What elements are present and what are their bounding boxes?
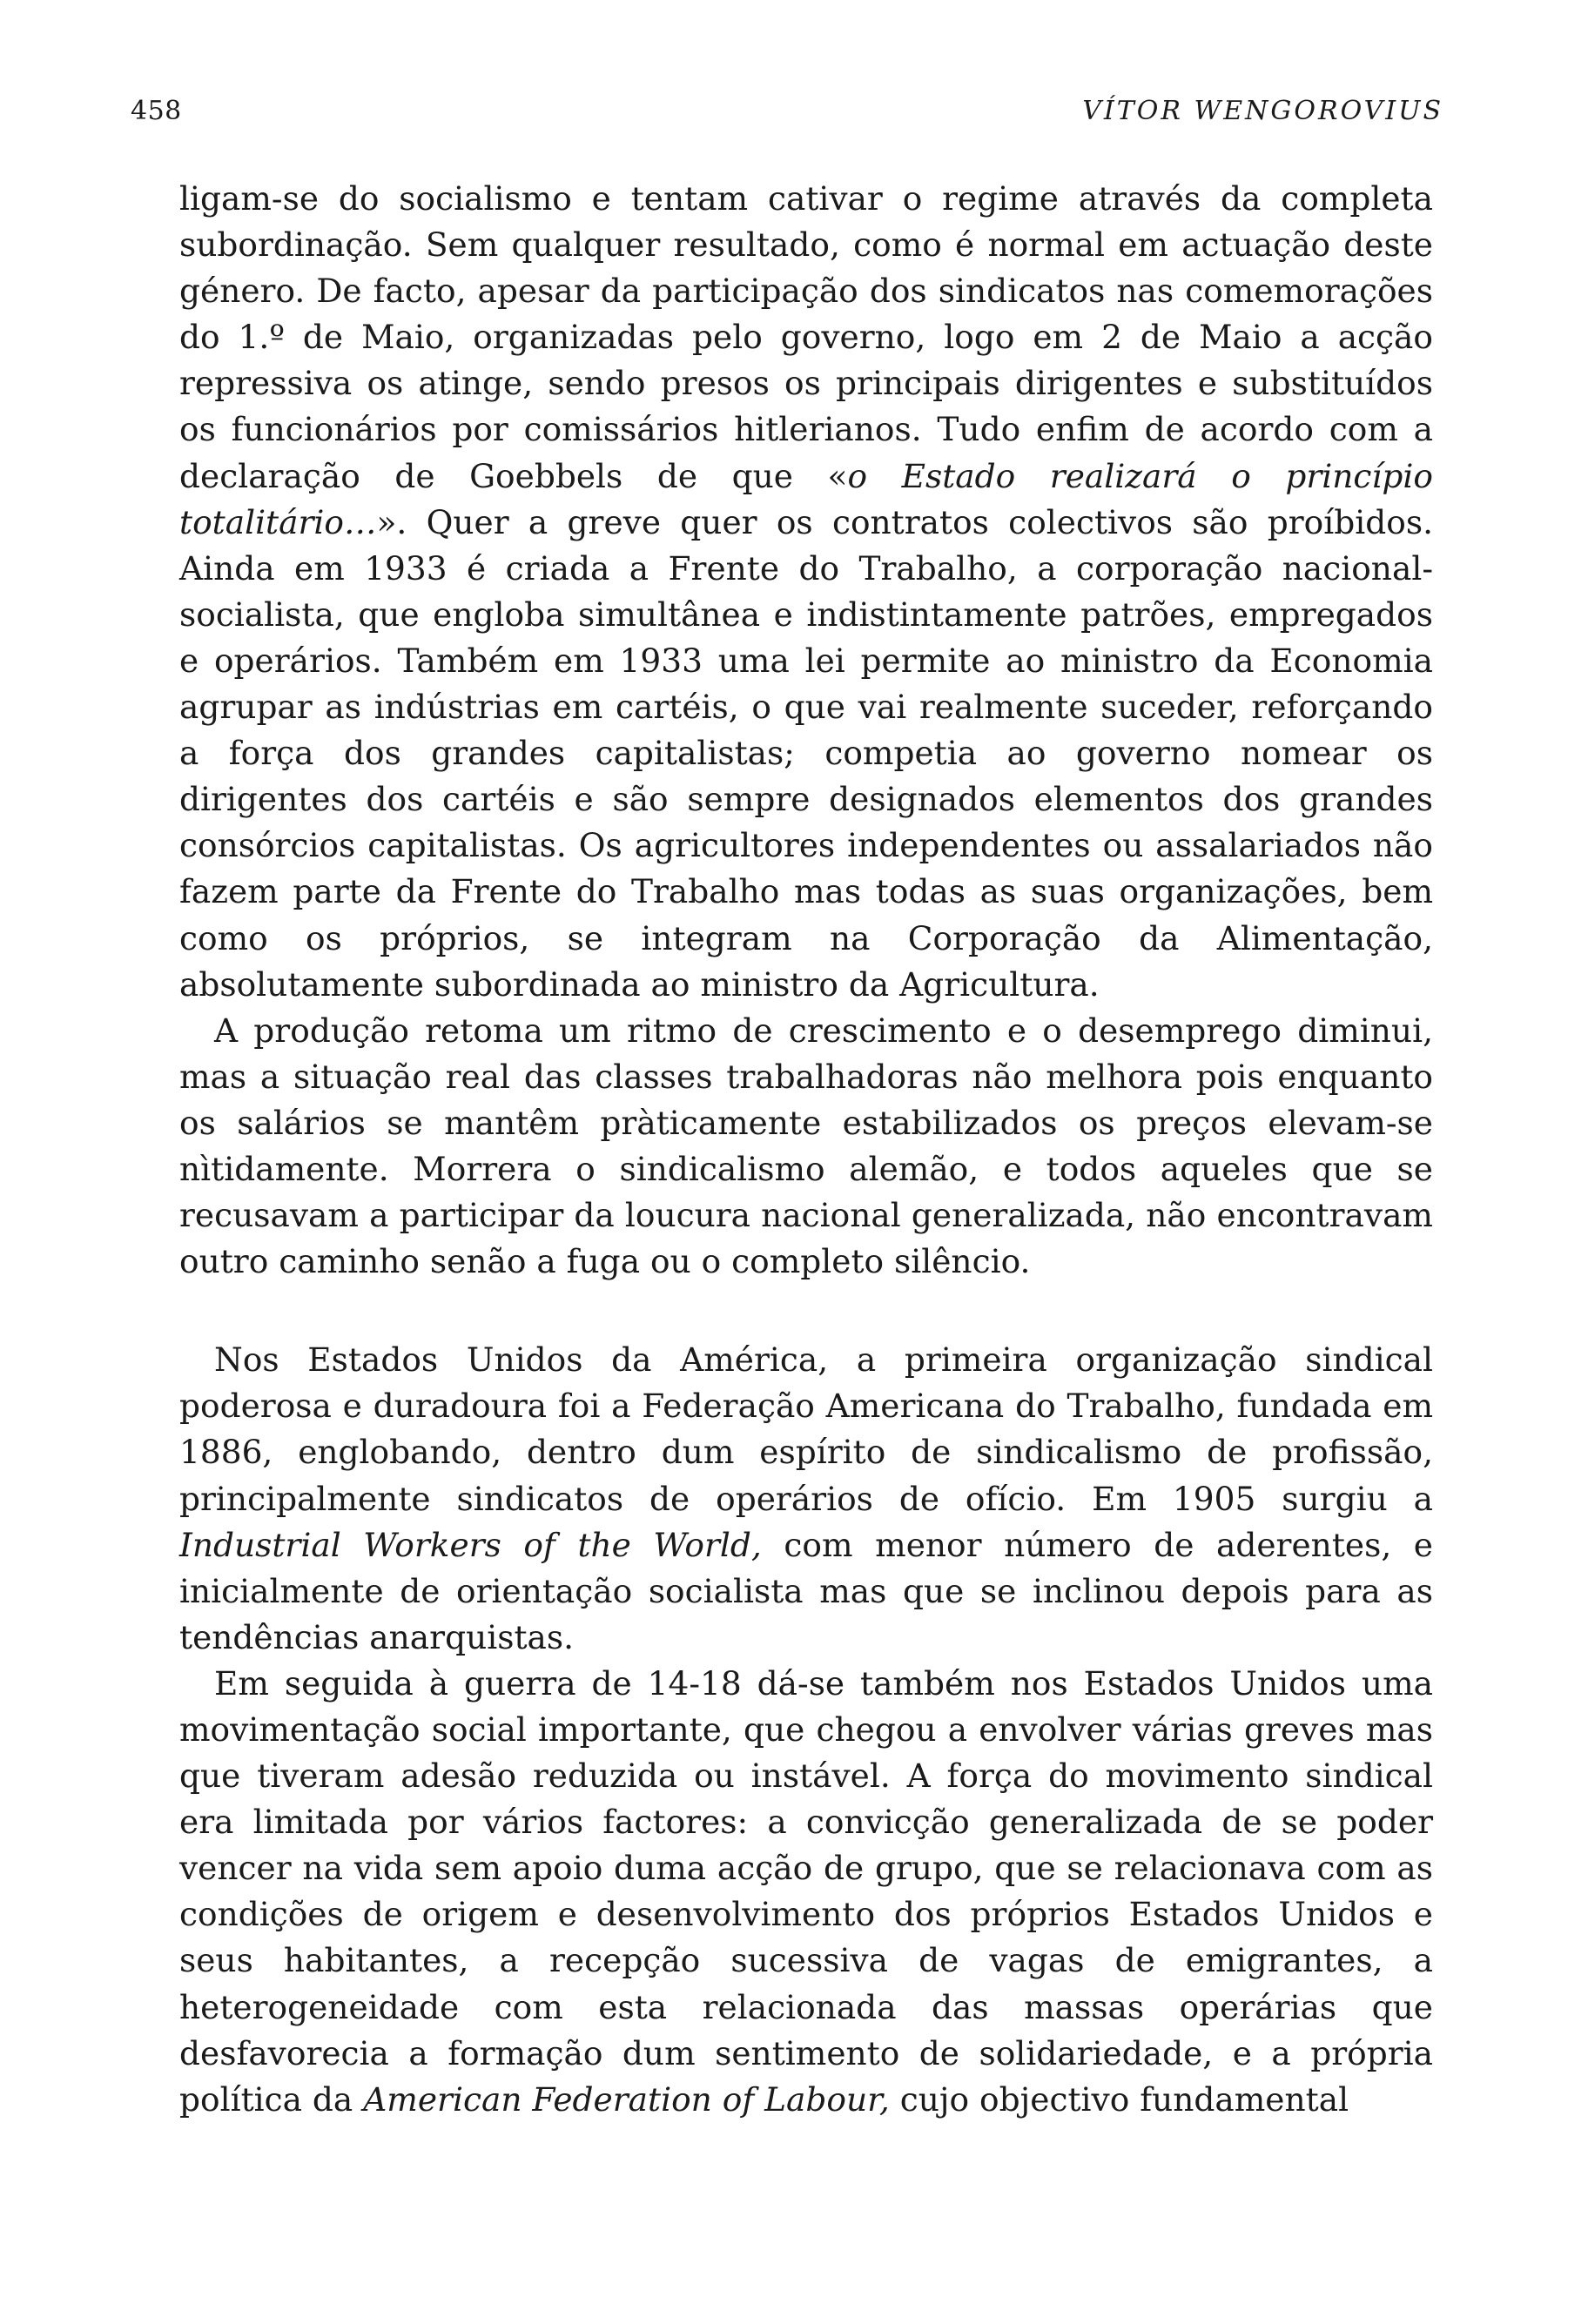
paragraph-text: cujo objectivo fundamental <box>889 2079 1349 2119</box>
paragraph <box>179 176 1433 1008</box>
paragraph-text: A produção retoma um ritmo de crescimento e o desemprego diminui, mas a situação real das classes trabalhadoras não melhora pois enquanto os salários se mantêm pràticamente estabilizados os preços elevam-se nìtidamente. Morrera o sindicalismo alemão, e todos aqueles que se recusavam a participar da loucura nacional generalizada, não encontravam outro caminho senão a fuga ou o completo silêncio. <box>179 1011 1433 1281</box>
paragraph-text: Nos Estados Unidos da América, a primeira organização sindical poderosa e duradoura foi a Federação Americana do Trabalho, fundada em 1886, englobando, dentro dum espírito de sindicalismo de profissão, principalmente sindicatos de operários de ofício. Em 1905 surgiu a <box>179 1340 1433 1518</box>
page-header <box>131 96 1443 134</box>
paragraph-text: ». Quer a greve quer os contratos colectivos são proíbidos. Ainda em 1933 é criada a Frente do Trabalho, a corporação nacional-socialista, que engloba simultânea e indistintamente patrões, empregados e operários. Também em 1933 uma lei permite ao ministro da Economia agrupar as indústrias em cartéis, o que vai realmente suceder, reforçando a força dos grandes capitalistas; competia ao governo nomear os dirigentes dos cartéis e são sempre designados elementos dos grandes consórcios capitalistas. Os agricultores independentes ou assalariados não fazem parte da Frente do Trabalho mas todas as suas organizações, bem como os próprios, se integram na Corporação da Alimentação, absolutamente subordinada ao ministro da Agricultura. <box>179 502 1433 1004</box>
paragraph-text: com menor número de aderentes, e inicialmente de orientação socialista mas que se inclinou depois para as tendências anarquistas. <box>179 1525 1434 1656</box>
paragraph <box>179 1337 1433 1661</box>
organization-name: Industrial Workers of the World, <box>179 1525 762 1564</box>
quoted-phrase: o Estado realizará o princípio totalitário… <box>179 456 1433 541</box>
paragraph-text: Em seguida à guerra de 14-18 dá-se também nos Estados Unidos uma movimentação social importante, que chegou a envolver várias greves mas que tiveram adesão reduzida ou instável. A força do movimento sindical era limitada por vários factores: a convicção generalizada de se poder vencer na vida sem apoio duma acção de grupo, que se relacionava com as condições de origem e desenvolvimento dos próprios Estados Unidos e seus habitantes, a recepção sucessiva de vagas de emigrantes, a heterogeneidade com esta relacionada das massas operárias que desfavorecia a formação dum sentimento de solidariedade, e a própria política da <box>179 1663 1433 2119</box>
paragraph <box>179 1661 1433 2123</box>
running-head: VÍTOR WENGOROVIUS <box>1082 96 1443 126</box>
paragraph <box>179 1008 1433 1286</box>
body-text <box>179 176 1433 2123</box>
paragraph-text: ligam-se do socialismo e tentam cativar o regime através da completa subordinação. Sem qualquer resultado, como é normal em actuação deste género. De facto, apesar da participação dos sindicatos nas comemorações do 1.º de Maio, organizadas pelo governo, logo em 2 de Maio a acção repressiva os atinge, sendo presos os principais dirigentes e substituídos os funcionários por comissários hitlerianos. Tudo enfim de acordo com a declaração de Goebbels de que « <box>179 179 1433 495</box>
organization-name: American Federation of Labour, <box>363 2079 890 2119</box>
section-gap <box>179 1285 1433 1337</box>
page-number: 458 <box>131 96 182 126</box>
